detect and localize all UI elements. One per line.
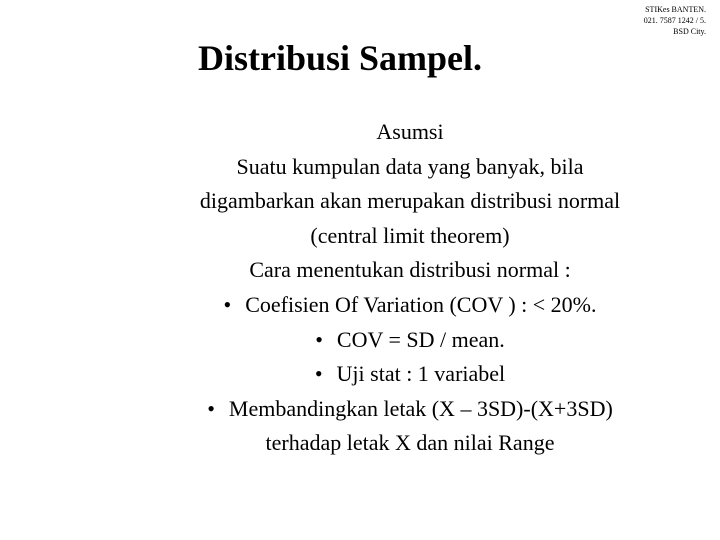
bullet-text: Membandingkan letak (X – 3SD)-(X+3SD) (228, 395, 613, 421)
bullet-item (150, 392, 670, 427)
text-line: Suatu kumpulan data yang banyak, bila (236, 153, 584, 179)
text-line: Asumsi (376, 119, 444, 144)
text-line: terhadap letak X dan nilai Range (265, 430, 555, 456)
bullet-item (150, 323, 670, 358)
bullet-item (150, 357, 670, 392)
bullet-text: Uji stat : 1 variabel (336, 361, 506, 387)
bullet-text: Coefisien Of Variation (COV ) : < 20%. (245, 291, 597, 317)
bullet-item (150, 288, 670, 323)
text-line: (central limit theorem) (310, 222, 510, 248)
header-note-line: STIKes BANTEN. (645, 5, 706, 14)
header-note-line: BSD City. (673, 27, 706, 36)
header-note-line: 021. 7587 1242 / 5. (643, 16, 706, 25)
slide-body (150, 115, 670, 461)
text-line: Cara menentukan distribusi normal : (249, 257, 571, 283)
header-note (616, 4, 706, 37)
page-title: Distribusi Sampel. (197, 38, 483, 78)
bullet-text: COV = SD / mean. (336, 326, 505, 352)
text-line: digambarkan akan merupakan distribusi normal (199, 188, 621, 214)
